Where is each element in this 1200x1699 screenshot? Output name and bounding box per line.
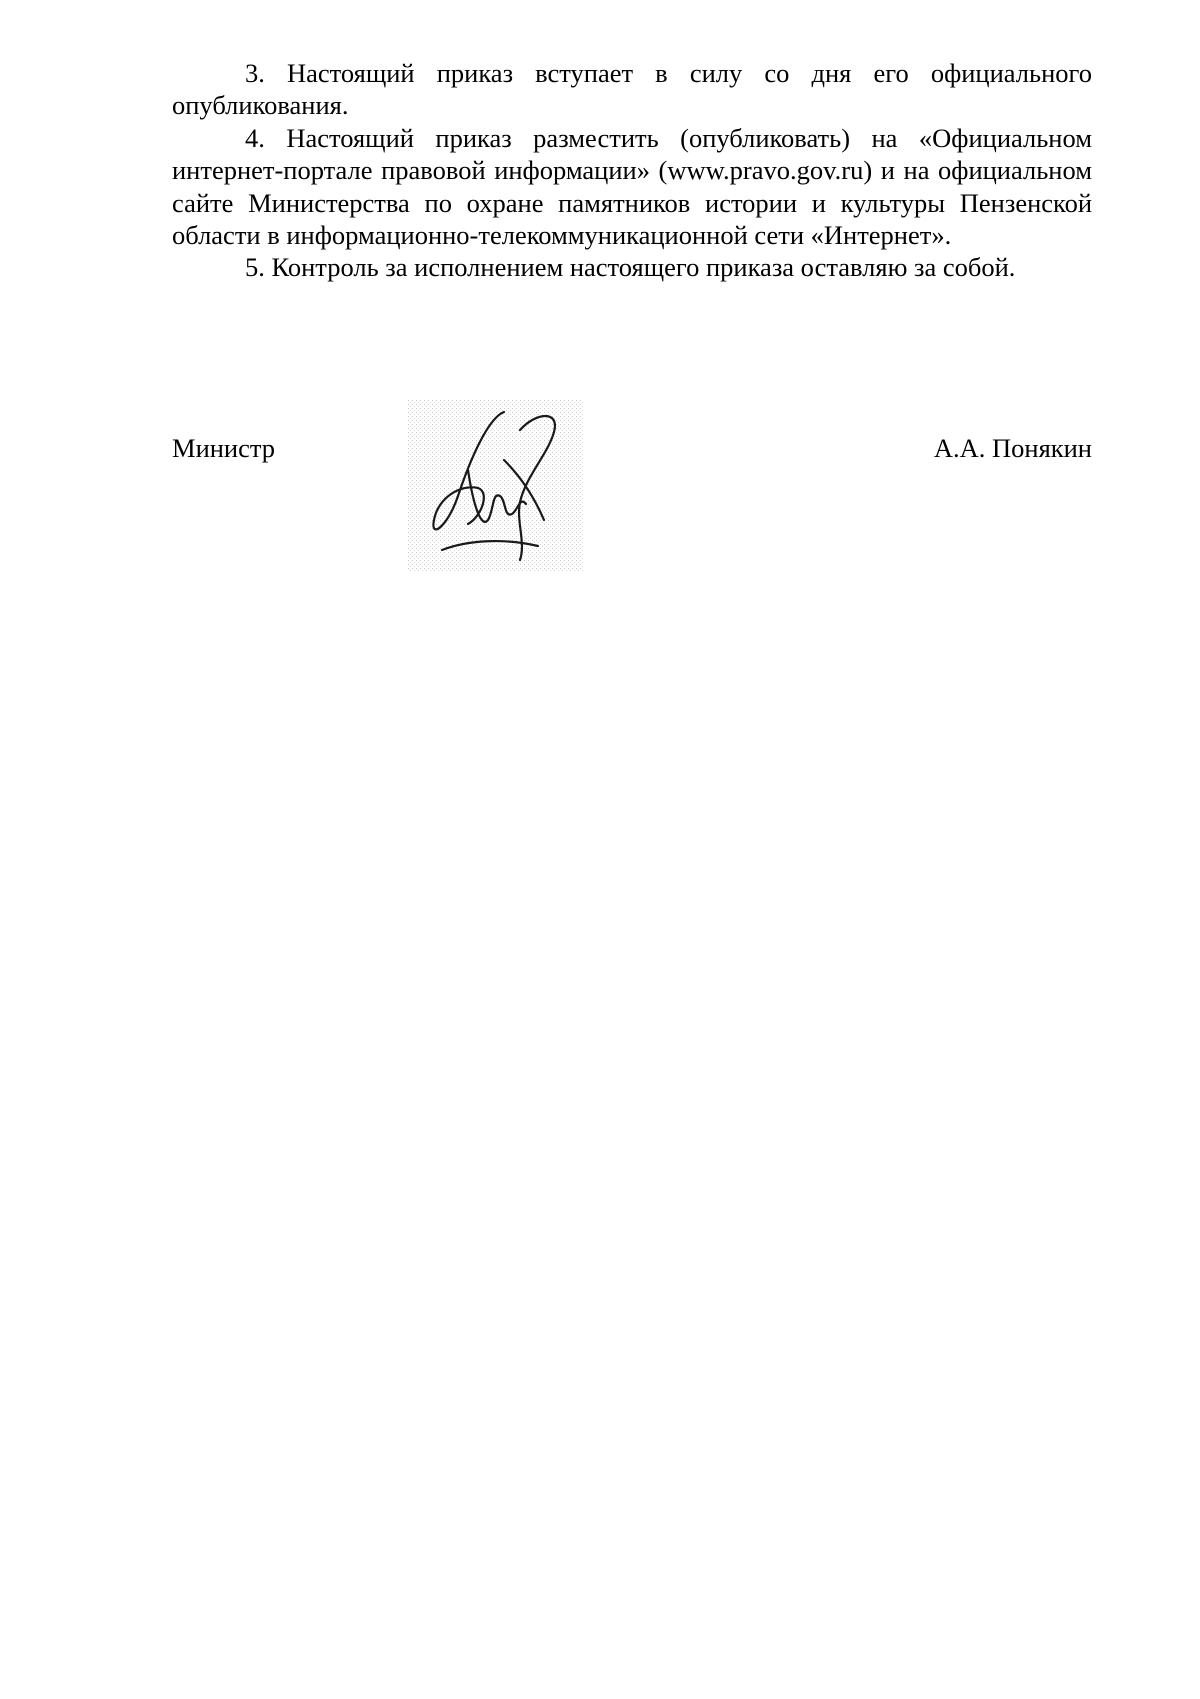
paragraph-5: 5. Контроль за исполнением настоящего приказа оставляю за собой. xyxy=(245,252,1016,283)
paragraph-4: 4. Настоящий приказ разместить (опубликовать) на «Официальном интернет-портале правовой информации» (www.pravo.gov.ru) и на официальном сайте Министерства по охране памятников истории и культуры Пензенской области в информационно-телекоммуникационной сети «Интернет». xyxy=(172,122,1092,251)
signature-block xyxy=(172,432,1092,472)
document-body xyxy=(172,57,1092,284)
paragraph-3: 3. Настоящий приказ вступает в силу со дня его официального опубликования. xyxy=(172,58,1092,121)
signatory-name: А.А. Понякин xyxy=(933,433,1092,463)
signatory-title: Министр xyxy=(172,433,276,463)
handwritten-signature-icon xyxy=(408,400,584,572)
